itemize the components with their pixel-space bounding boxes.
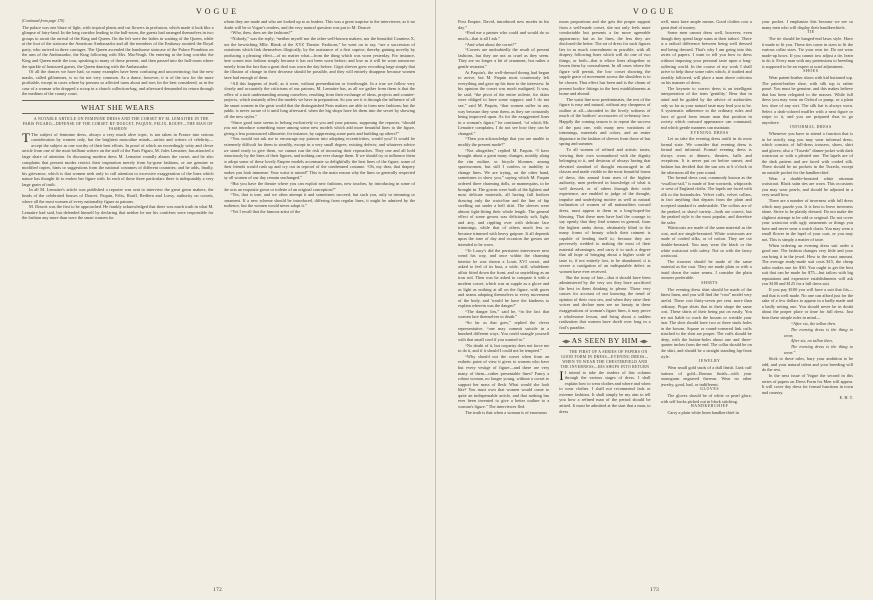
section-heading-as-seen-by-him — [559, 333, 650, 347]
paragraph: When ordering an evening dress suit order a good one. The fashion changes very little and your can bring it in the jewel. How to the exact amount. The average ready-made suit costs $15, the cheap tailor makes one for $30. You ought to get the best suit that can be made for $75—but tailors with big reputations and expensive establishments will ask you $100 and $125 for a full dress suit. — [761, 242, 853, 287]
paragraph: mous proportions and she gets the proper support from a well-made corset, she not only feels more comfortable but presents a far more agreeable appearance; but as for lines, the less they are disclosed the better. The art of dress for such figures lies in as much concealment as possible, with all drapery following lines which will do one of two things, or both—that is efface lines altogether or lessen them by concealment. In all cases where the figure will permit, the low corset showing the supple grace of movement across the shoulders is to be chosen. That effect has been and is the charm of present bodice fittings in the best establishments at home and abroad. — [559, 19, 651, 97]
section-title-shoes: SHOES — [803, 69, 819, 74]
section-title-jewelry: JEWELRY — [698, 359, 721, 364]
paragraph: “Then you acknowledge that you are unable to modify the present mode?” — [458, 136, 550, 147]
paragraph: The palace was one blaze of light, with tropical plants and cut flowers in profusion, which made it look like a glimpse of fairy-land. In the long corridor leading to the ball-room, the guests had arranged themselves in two groups to await the arrival of the King and Queen. On the left were the ladies in waiting of the Queen, while at the foot of the staircase the American Ambassador and all the members of the Embassy awaited the Royal party, who arrived in three carriages. The Queen ascended the handsome staircase of the Palace Piombino on the arm of the Ambassador, the King following with Mrs. MacVeagh. On entering at the long corridor the King and Queen made the tour, speaking to many of those present, and then passed into the ball-room where the sparkle of honoured guests, the Queen dancing with the Ambassador. — [22, 24, 214, 69]
paragraph: Stick to these rules, bury your ambition to be odd, and your natural talent and your breeding will do the rest. — [761, 356, 853, 373]
section-heading-text: WHAT SHE WEARS — [81, 102, 155, 112]
verse-line: “After six, the tallon then. — [790, 321, 837, 327]
right-column-1 — [458, 19, 549, 582]
page-number-right: 173 — [650, 588, 659, 593]
article-subhead: A NOTABLE ARTICLE ON FEMININE DRESS AND THE CORSET BY M. LEMAITRE IN THE PARIS FIGARO—DEFENSE OF THE CORSET BY DOUCET, PAQUIN, FELIX, ROUFF—THE MAN OF FASHION — [22, 117, 213, 131]
paragraph: To all women of refined and artistic tastes, viewing their own womanhood with the dignity belonging to it, and desirous of always having that elevated standard of thought encouraged in all classes and made visible in the most beautiful forms of dress, this annual from men of the highest authority, men preferred in knowledge of what is well dressed, or of others through their wide experience, are enabled to judge of the thought, impulse and underlying motive as well as natural inclination of women of all nationalities toward dress, must appear to them as a long-hoped-for blessing. That these men have had the courage to say openly that they find women in general, from the highest ranks down, obstinately blind to the many forms of beauty which their raiment is capable of lending itself to, because they are perversely wedded to making the most of their material advantages, and carry it to such a degree that all hope of bringing about a higher scale of taste is, if not entirely lost, to be abandoned, it is severe a castigation of an indisputable defect as women have ever received. — [559, 146, 651, 274]
paragraph: First Empire, David, introduced new modes in his day.” — [458, 19, 550, 30]
paragraph: Wear a double-breasted white ottoman waistcoat. Black satin ties are worn. This occasions you may wear pearls, and should be adjusted in a very small bow. — [761, 175, 853, 198]
paragraph: “Who, then, does set the fashions?” — [230, 30, 293, 36]
paragraph: Of all the dances we have had, so many examples have been confusing and unconvincing; but the new masks, called gilfommes, is so far not very common. As a dance, however, it is of the two for the more profitable, except in cases where by persons so affected turns about and toes for the best considered, as in the case of a woman who dropped a scoop in a church collection-bag, and afterward demanded its return through the medium of the county court. — [22, 69, 214, 97]
drop-cap: T — [22, 130, 30, 146]
section-heading-what-she-wears — [22, 100, 214, 114]
paragraph: “Why should not the corset when from an esthetic point of view it gives to women who have but every vestige of figure—and there are very many of them—rather presentable lines? Fancy a robust woman, no longer young, without a corset to support her mass of flesh. What would she look like? You must own that women would come to quite an indispensable article, and that nothing has ever been invented to give a better outline to a woman's figure.” The interviewer fled. — [458, 353, 550, 409]
section-heading-text: AS SEEN BY HIM — [571, 335, 639, 345]
paragraph: If you pay $100 you will have a suit that fits—and that is well made. No one can afford just for the sake of a few dollars to appear in a badly made and a badly setting one. You should never be in doubt about the proper place or time for full dress. Just bear these simple rules in mind— — [761, 287, 853, 320]
paragraph: your pocket. I emphasize this because we see so many men who will display their handkerchiefs. — [761, 19, 853, 30]
paragraph: Whenever you have to attend a function that is to be strictly stag you may wear informal dress, which consists of full-dress trousers, shoes, shirt and gloves; also a “Tuxedo” dinner-jacket with dark waistcoat or with a pleated one. The lapels are of the dark pattern and are faced with corded silk. There should be no pockets in the Tuxedo, except an outside pocket for the handkerchief. — [761, 131, 853, 175]
section-title-informal-dress: INFORMAL DRESS — [790, 125, 832, 130]
section-title-handkerchief: HANDKERCHIEF — [690, 404, 729, 409]
paragraph: The tie should be hanged-end lawn style. Have it made to fit you. These ties come in sizes to fit the various collar sizes. Tie your own tie. Do not wear made-up bows. If you cannot tow adjust a tie, learn to do it. Every man with any pretensions to breeding is supposed to be an expert at scarf adjustment. — [761, 36, 853, 69]
paragraph: Waistcoats are made of the same material as the coat, and are single-breasted. White waistcoats are made of corded silks, or of cotton. They are cut double-breasted. You may wear the black or the white waistcoat with safety. Not so with the fancy waistcoat. — [660, 225, 752, 259]
right-column-3 — [661, 19, 752, 582]
paragraph: “Not altogether,” replied M. Paquin. “I have brought about a great many changes, notably along the rim outline, or bicycle bloomer, among sportswomen, but still I confess to inability to change lines. We are trying, on the other hand, sometimes to show you,” saying which M. Paquin ordered three charming dolls, or mannequins, to be brought in. The gowns were built of the lightest and most delicate materials, all having full bodices drawing only the waist-line and the line of hip swelling out under a bell skirt. The sleeves were almost tight-fitting their whole length. The general effect of some gowns was deliciously soft, light, and airy, and rippling over with delicate lace trimmings, while that of others much less so because trimmed with heavy guipure. It all depends upon the tone of day and occasion the gowns are intended to be worn. — [458, 147, 550, 247]
paragraph: But the irony of fate—that it should have been administered by the very sex they have sacrificed the best in them thinking to please. Those very causes for account of not knowing the trend of opinion of their own sex, and when they raise their voices and declare men see no beauty in these exaggerations of woman's figure lines, it may prove a wholesome lesson, and bring about a sudden realization that women have dwelt over long in a fool's paradise. — [559, 274, 651, 330]
paragraph: At Paquin's, the well-dressed throng had begun to arrive, but M. Paquin most courteously left everything and gave up his time to the interview. In his opinion the corset was much maligned. It was, he said, “the pivot of the entire toilette, for skirts were obliged to have some support; and I do not see,” said M. Paquin, “that women suffer in any way because they wear them, as they are constantly being improved upon. As for the exaggerated lines in a woman's figure,” he continued, “of which Mr. Lemaitre complains, I do not see how they can be changed.” — [458, 69, 550, 136]
verse-line: After six, no tallon then, — [790, 338, 833, 344]
paragraph: The truth is that when a woman is of enormous — [465, 409, 547, 415]
paragraph: “All this happens of itself, as it were, without premeditation or forethought. In a true we follow very closely and accurately the criticisms of our patrons, M. Lemaitre has, as all we gather from them is that the reflex of a tacit understanding among ourselves, resulting from their exchange of ideas, projects and counter-projects, which instantly affect the models we have in preparation. So you see it is through the influence of all the smart women in the great world that the distinguished Paris makers are able to form new fashions; but the public is never aware of it until long afterward, when the big shops have let them into the secret by showing off the new styles.” — [223, 80, 415, 119]
section-title-shirts: SHIRTS — [701, 281, 719, 286]
paragraph: There are a number of inverness with full dress which may puzzle you. It is best to leave inverness alone. Strive to be plainly dressed. Do not make the slightest attempt to be odd or original. Do not cover your waistcoat with ugly ornaments or things you have and never wear a watch chain. You may wear a small flower in the lapel of your coat, or you may not. This is simply a matter of taste. — [761, 198, 853, 242]
section-title-evening-dress: EVENING DRESS — [690, 130, 729, 135]
paragraph-text: The subject of feminine dress, always a very much alive topic, is not taken in France into serious consideration by women only, but the brightest masculine minds—artists and writers of celebrity—accept the subject as one worthy of their best efforts. In proof of which an exceedingly witty and clever article from one of the most brilliant writers on the staff of the Paris Figaro, M. Jules Lemaitre, has attracted a large share of attention. In discussing modern dress M. Lemaitre roundly abuses the corset, and he also complains that present modes restrict their inspiration merely from by-gone fashions, or are genuine or modified copies, hints or suggestions from the national costumes of different countries; and he adds, finally, his grievance, which is that women seek only to call attention to excessive exaggeration of the lines which nature has thought fit to endow her figure with. In each of these three particulars there is indisputably a very large grain of truth. — [22, 131, 214, 187]
paragraph: “You would not ask me to encourage my patrons into adopting eccentricities, would you? It would be extremely difficult for them to steadily, except in a very small degree, existing defects; and whatever advice we stand ready to give them, we cannot run the risk of incurring their reproaches. They one and all hold tenaciously by the lines of their figures, and nothing can ever change them. If we should try to influence them to adopt some of these lovely Empire models accentuate so delightfully the best lines of the figure, some of their friends would rush up and cry out in reproof of the condemned costume. ‘Oh, my dear, that drapery makes you look immense. Your waist is ruined!’ This is the main reason why the lines so generally respected by all women of our day remain unchanged.” — [223, 136, 415, 181]
section-title-tie: TIE — [806, 30, 815, 35]
right-columns — [458, 19, 853, 582]
continuation-note: (Continued from page 170) — [22, 19, 65, 23]
paragraph: In the next issue of Vogue the second in this series of papers on Dress Form for Men will appear. It will cover day dress for formal functions in town and country. — [761, 373, 853, 395]
paragraph: The waist line now predominates, the rest of the figure is easy and natural, without any cheapness of outline at all—shrouded in the lovely softness of much of the bodices' accessories of to-beauty lace. Happily the coming season is to repeat the success of the past one, with many new variations of trimmings, materials and colors, and an entire departure in the fashion of sleeves from those of last spring and summer. — [559, 96, 651, 147]
paragraph-text: I intend to take the readers of this column through the various stages of dress. I shall explain how to wear clothes and where and when to wear clothes. I shall not recommend fads or extreme fashions. It shall simply be my aim to tell you how a refined man of the period should be attired. It must be admitted at the start that a man, to dress — [559, 369, 651, 414]
verse-line: The evening dress is the thing to wear.” — [783, 344, 853, 355]
paragraph-lead — [22, 132, 214, 187]
paragraph: The formal dress coat, commonly known as the “swallow-tail,” is made of fine worsteds, whipcords or west of England cloths. The lapels are faced with silk to the buttonholes. Velvet cuffs, velvet collars, in fact anything that departs from the plain and accepted standard is undesirable. The collars are of the peaked, or shawl variety—both are correct, but the peaked style is the most popular, and therefore the safer. — [660, 175, 752, 225]
paragraph: “So far as that goes,” replied the clever representative, “one may commit suicide in a hundred different ways. You could strangle yourself with that small cord if you wanted to.” — [458, 320, 550, 342]
paragraph: “Since good taste seems to belong exclusively to you and your patrons, supposing the reporter, “should you not introduce something more among some new models which add more beautiful lines to the figure, giving a less pronounced silhouette; for instance, by suppressing some parts and building up others?” — [223, 119, 415, 136]
paragraph: “Yes, that is true, and we often attempt it and sometimes succeed, but such you, only in trimming or ornament. If a new scheme should be introduced, differing from regular lines, it might be admired by the audience, but the women would never adopt it.” — [223, 192, 415, 209]
left-page — [0, 0, 436, 600]
section-title-gloves: GLOVES — [700, 387, 720, 392]
paragraph-lead — [559, 370, 650, 414]
right-column-4 — [762, 19, 853, 582]
paragraph: “Yet I recall that the famous artist of the — [230, 209, 301, 215]
paragraph: The trousers should be made of the same material as the coat. They are made plain or with a braid down the outer seams. I consider the plain trousers preferable. — [660, 258, 752, 281]
paragraph: The evening dress shirt should be made of the finest linen, and you will find the “cost” model very useful. These cost thirty-seven per cent. more than ordinary. Pique shirts that in their shape the same cost. These shirts of their being put on easily. You are not liable to crack the bosom or wrinkle your hair. The shirt should have two or three studs holes in the bosom. Square or round-cornered link cuffs attached to the shirt are proper. The cuffs should be deep, with the button-holes about one and three-quarter inches from the end. The collar should be on the shirt, and should be a straight standing lap-front style. — [660, 286, 752, 359]
author-signature: E. H. T. — [839, 395, 853, 401]
paragraph: The gloves should be of white or pearl glace, with self backs picked out in black stitching. — [660, 393, 752, 404]
paragraph: Wear patent-leather shoes with kid buttoned top. The patent-leather shoe, with silk top is rather passé. You must be genuine, and this makes believe that has been relegated to the masses. While full dress you may wear an Oxford or pump, or a plain low shoe of any sort. The silk hat is always worn. Select a dark-colored muffler with a neat figure or stripe to it, and you are prepared thus to go anywhere. — [761, 75, 853, 125]
paragraph: “No doubt of it, but coquetry does not force me to do it, and if it should I could not be tempted.” — [458, 342, 550, 354]
paragraph: “And what about the corset?” — [465, 41, 517, 47]
paragraph: well, must have ample means. Good clothes cost a great deal of money. — [660, 19, 752, 30]
paragraph: “The danger lies,” said he, “in the fact that women lace themselves to death.” — [458, 308, 550, 320]
paragraph: In all M. Lemaitre's article was published a reporter was sent to interview the great gown makers, the heads of the celebrated houses of Doucet, Paquin, Felix, Rouff, Redfern and Loesy, authority on corsets, where all the most women of every nationality figure as patrons. — [22, 187, 214, 204]
right-page — [436, 0, 873, 600]
paragraph: whom they are made and who are looked up to as leaders. This was a great surprise to the interviewer, as it no doubt will be to Vogue's readers, and the very natural question was put to M. Doucet: — [223, 19, 415, 30]
paragraph: “To Loury's did the persistent interviewer next wend his way, and once within the charming interior he was shown a Louis XVI corset, and asked to feel of its bust, a wide, stiff, whalebone affair fitted down the front, and so unyielding as an iron rod. Then was he asked to compare it with a modern corset, which was as supple as a glove and as light as nothing at all on the figure, with gores and seams adapting themselves to every movement of the body, and 'would he have the kindness to explain wherein was the danger?' — [458, 247, 550, 309]
paragraph: Wear small gold studs of a dull finish. Link cuff buttons of gold—Roman finish—with your monogram engraved thereon. Wear no other jewelry, good, bad, or indifferent. — [660, 364, 752, 387]
article-subhead: THE FIRST OF A SERIES OF PAPERS ON GOOD FORM IN DRESS—EVENING DRESS—WHEN TO WEAR THE CHESTERFIELD AND THE INVERNESS—HIS SHOPS INTO RETURN — [560, 350, 650, 369]
running-head-right: VOGUE — [633, 7, 676, 16]
paragraph: “But you have the theatre where you can exploit new fashions, new touches, by introducing in some of the acts an exquisite gown or toilette of an original conception?” — [223, 180, 415, 192]
drop-cap: I — [559, 368, 564, 384]
page-number-left: 172 — [213, 588, 222, 593]
paragraph: Some men cannot dress well, however, even though they spend large sums at their tailors'. There is a radical difference between being well dressed and being dressed. That's why I am going into this series of papers. I want to tell you how to dress without imposing your personal taste upon a long-suffering world. In the course of my work I shall strive to help those some rules which, if studied and steadily followed, will place a man above criticism on his manner of dress. — [660, 30, 752, 86]
paragraph: Let us take the evening dress outfit in its most formal state. We consider that evening dress is formal and informal. Formal evening dress is always worn at dinners, theatres, balls and receptions. It is never put on before sunset, and fashion has decided that the sun sets at 6 o'clock in the afternoon all the year round. — [660, 136, 752, 175]
verse-line: The evening dress is the thing to wear, — [783, 327, 853, 338]
paragraph: “Corsets are undoubtedly the result of present fashions, but they are not as cruel as they seem. They are no longer a bit of ornament, but rather a gentle restraint.” — [458, 47, 550, 69]
paragraph: M. Doucet was the first to be approached. He frankly acknowledged that there was much truth in what M. Lemaitre had said, but defended himself by declaring that neither he nor his confrères were responsible for the fashion any more than were the smart women for — [22, 204, 214, 221]
left-column-1 — [22, 19, 214, 582]
running-head-left: VOGUE — [196, 7, 239, 16]
left-column-2 — [224, 19, 416, 582]
right-column-2 — [559, 19, 650, 582]
paragraph: “Find me a painter who could and would do so much—that is all I ask.” — [458, 30, 550, 41]
left-columns — [22, 19, 415, 582]
ornament-left-icon — [562, 339, 571, 344]
paragraph: The keynote to correct dress is an intelligent interpretation of the term 'gentility.' Bear that in mind and be guided by the advice of authorities only so far as your natural taste may lead you to be. A systematic adherence to the ordinary rules and laws of good form insure man that position in society which outward appearance can command, and which gentle manners can maintain. — [660, 85, 752, 130]
paragraph: “Nobody,” was the reply; “neither myself nor the other well-known makers, nor the beautiful Countess X, nor the bewitching Mlle. Blank of the XYZ Theatre. Fashions,” he went on to say, “are a succession of variations which link themselves illogically, by the assistance of a first caprice, thereby gaining novelty by producing a pleasing effect—of no matter what—from the thing which was worn yesterday. For instance, here comes into fashion simply because it has not been worn before; and lose as it will be worn tomorrow merely from the fact that a great deal was worn the day before. Giget sleeves grew recording large simply that the illusion of change in their decrease should be possible, and they will entirely disappear because women have had enough of them. — [223, 36, 415, 80]
ornament-right-icon — [639, 339, 648, 344]
paragraph: Carry a plain white linen handkerchief in — [667, 410, 739, 416]
